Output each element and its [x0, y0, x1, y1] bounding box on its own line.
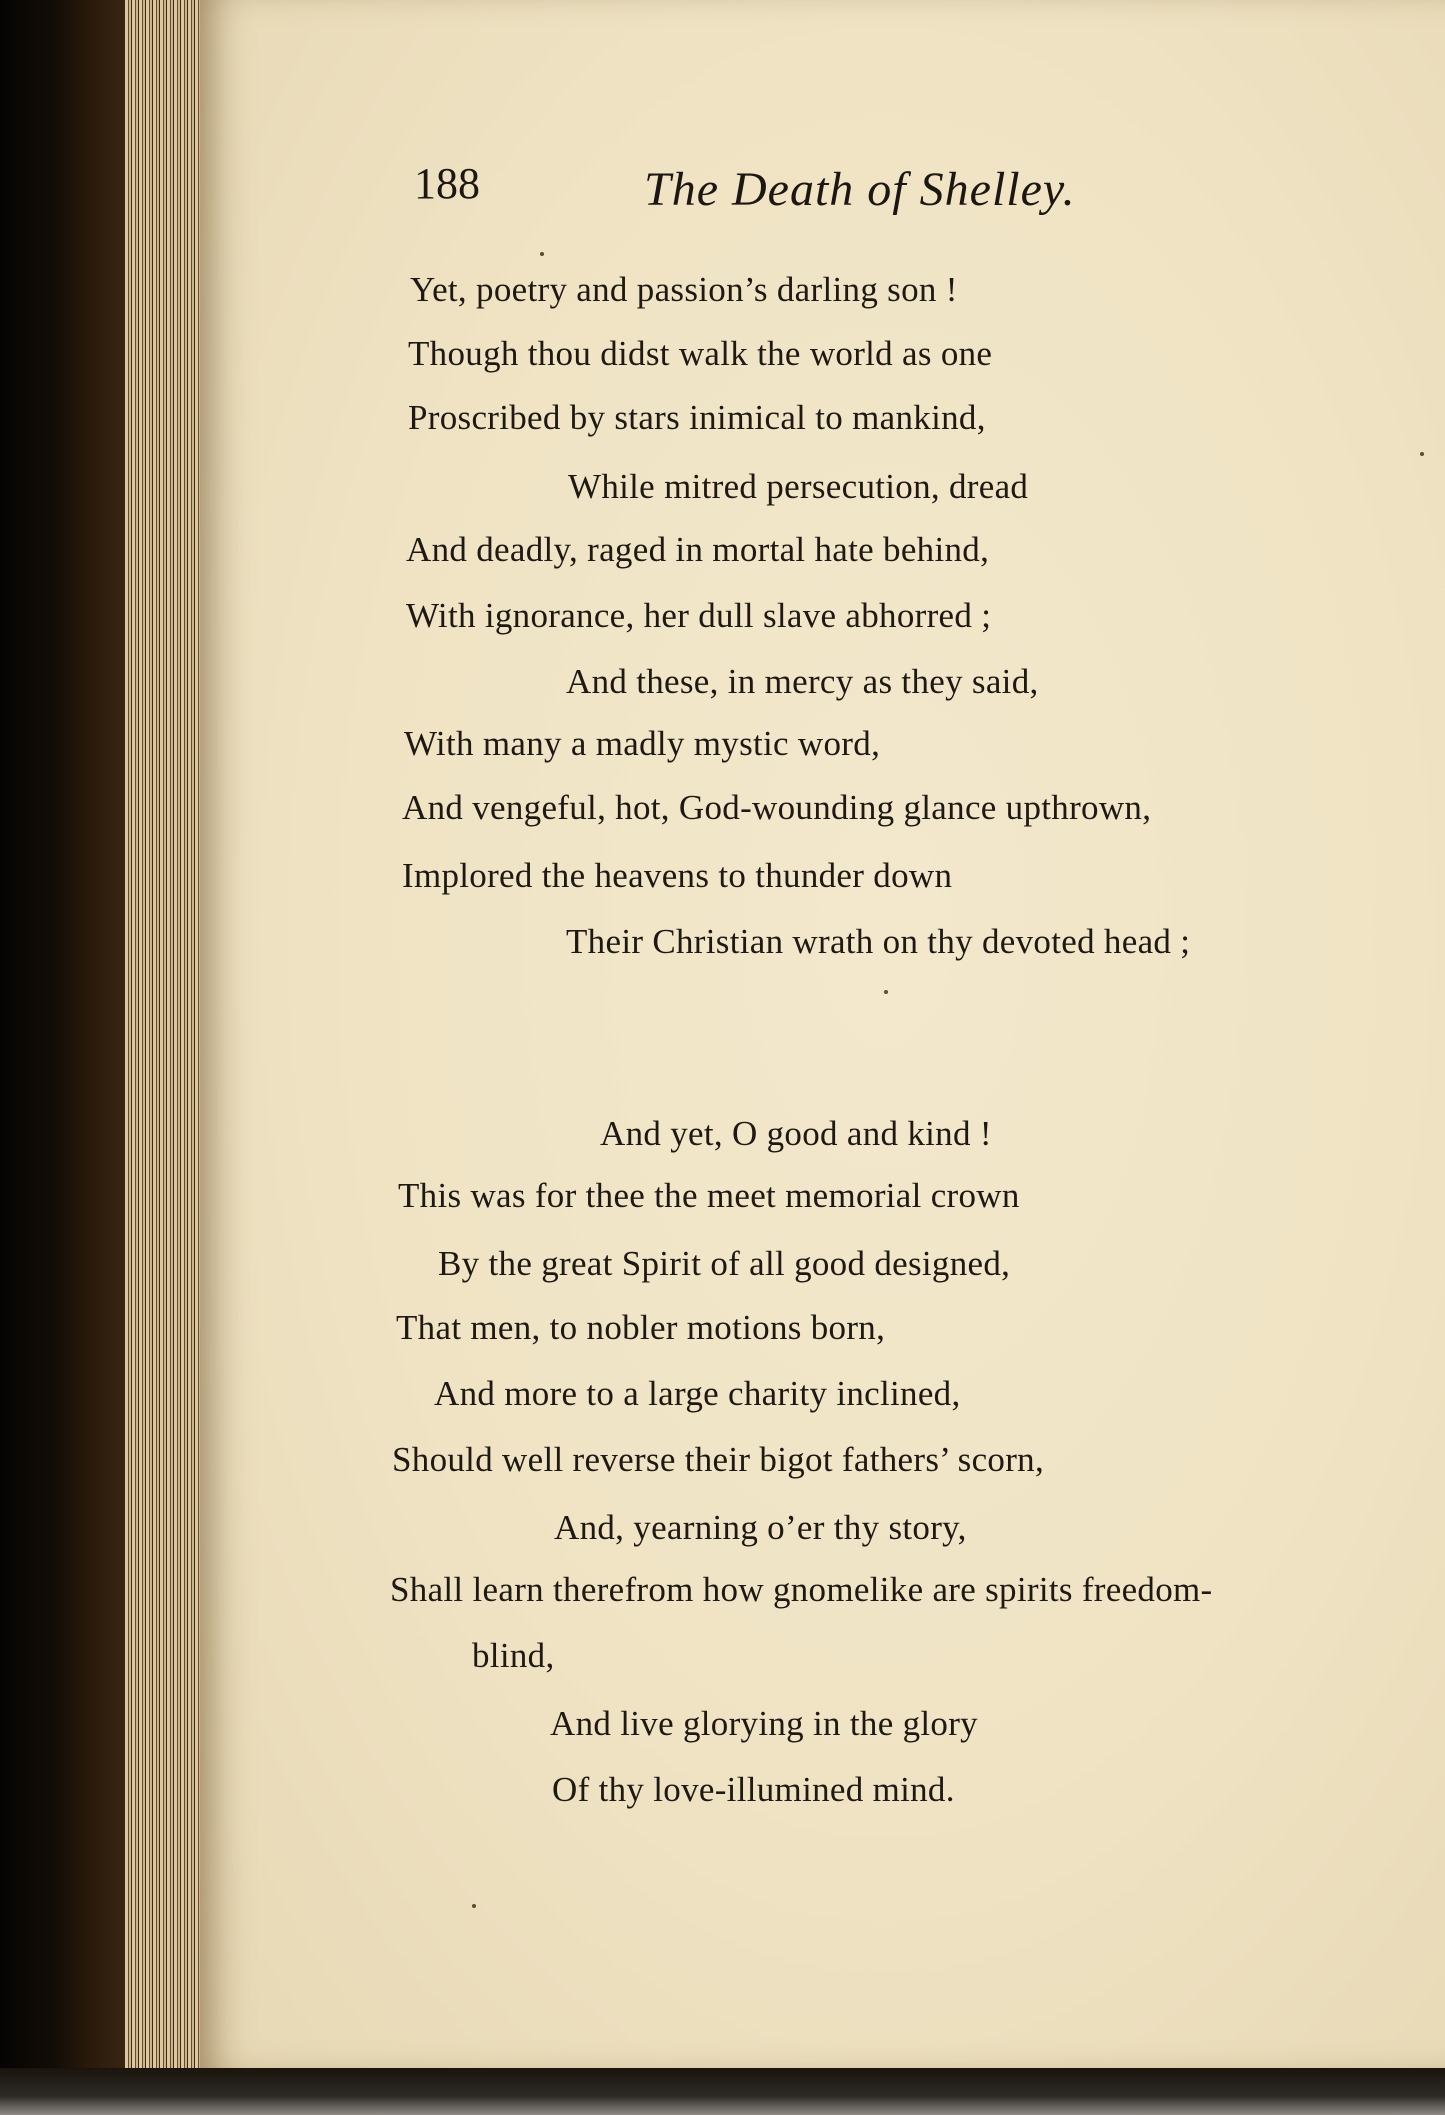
page-header	[0, 158, 1445, 228]
poem-line: And more to a large charity inclined,	[434, 1374, 961, 1413]
poem-line: Implored the heavens to thunder down	[402, 856, 953, 895]
poem-line: And yet, O good and kind !	[600, 1114, 992, 1153]
page-number: 188	[414, 159, 480, 208]
poem-line: blind,	[472, 1636, 555, 1675]
poem-line: While mitred persecution, dread	[568, 467, 1029, 506]
poem-line: Shall learn therefrom how gnomelike are spirits freedom-	[390, 1570, 1213, 1609]
poem-line: And these, in mercy as they said,	[566, 662, 1039, 701]
poem-line: Of thy love-illumined mind.	[552, 1770, 955, 1809]
poem-line: Yet, poetry and passion’s darling son !	[410, 270, 958, 309]
poem-line: Their Christian wrath on thy devoted head ;	[566, 922, 1191, 961]
running-title: The Death of Shelley.	[644, 163, 1076, 216]
poem-line: And, yearning o’er thy story,	[554, 1508, 967, 1547]
poem-line: By the great Spirit of all good designed,	[438, 1244, 1011, 1283]
book-binding	[0, 0, 130, 2080]
poem-line: And deadly, raged in mortal hate behind,	[406, 530, 990, 569]
paper-speck	[1420, 452, 1424, 456]
paper-speck	[540, 252, 544, 256]
poem-line: Though thou didst walk the world as one	[408, 334, 993, 373]
bottom-shadow	[0, 2068, 1445, 2115]
poem-line: And vengeful, hot, God-wounding glance upthrown,	[402, 788, 1152, 827]
poem-line: With ignorance, her dull slave abhorred ;	[406, 596, 992, 635]
poem-line: And live glorying in the glory	[550, 1704, 978, 1743]
paper-speck	[884, 990, 888, 994]
poem-line: Proscribed by stars inimical to mankind,	[408, 398, 986, 437]
poem-line: With many a madly mystic word,	[404, 724, 881, 763]
page-paper	[200, 0, 1445, 2068]
paper-speck	[472, 1904, 476, 1908]
poem-line: This was for thee the meet memorial crown	[398, 1176, 1020, 1215]
poem-line: That men, to nobler motions born,	[396, 1308, 886, 1347]
poem-line: Should well reverse their bigot fathers’ scorn,	[392, 1440, 1045, 1479]
